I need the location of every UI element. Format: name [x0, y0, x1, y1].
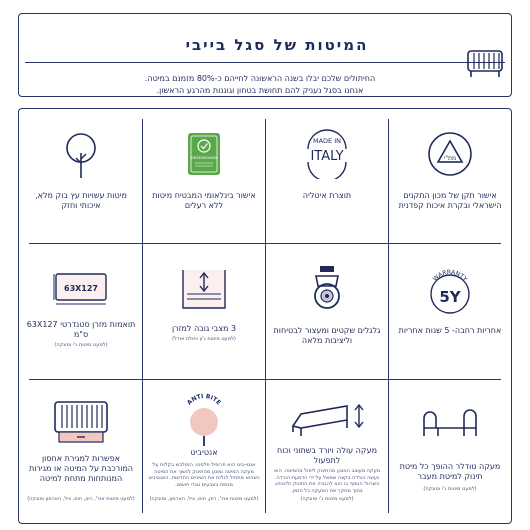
greenguard-icon [184, 131, 224, 177]
feature-storage [22, 380, 140, 522]
feature-label: גלגלים שקטים ומעצור לבטיחות וליציבות מלאה [273, 326, 381, 345]
mattress-size-icon [50, 268, 112, 310]
svg-text:GREENGUARD: GREENGUARD [191, 156, 217, 160]
toddler-bed-icon [418, 402, 482, 442]
feature-heights [145, 244, 263, 379]
grid-divider [388, 119, 389, 513]
crib-icon [465, 49, 505, 79]
svg-text:5Y: 5Y [439, 288, 461, 306]
feature-convertible [391, 380, 509, 522]
feature-note: (למעט מיטות אוד', רוזן, חוס, וויל, הארמון, ומונקה) [149, 496, 259, 502]
features-grid [18, 108, 512, 524]
feature-greenguard [145, 109, 263, 243]
anti-bite-icon [176, 390, 232, 450]
warranty-icon [422, 264, 478, 320]
israeli-standard-icon [425, 129, 475, 179]
feature-label: תוצרת איטליה [302, 191, 352, 200]
feature-label: אישור תקן של מכון התקנים הישראלי ובקרת איכות קפדנית [398, 191, 502, 210]
feature-warranty [391, 244, 509, 379]
svg-text:WARRANTY: WARRANTY [431, 268, 469, 283]
feature-note: (למעט מיטות ג'י ומונקה) [300, 496, 354, 502]
storage-drawer-icon [49, 398, 113, 446]
page-title: המיטות של סגל בייבי [185, 36, 369, 54]
feature-description: מעקה מעוצב המונע מהתינוק ליפול מהמיטה. הוא נעשה הורדה בקצה שמאל על ידי הדמעת הורדה. השרוול הנוסף בו הוא להגביה את התינוק ולהניחו, בתוך מחקר את המעקה כל הזמן. [273, 468, 381, 494]
side-rail-icon [287, 396, 367, 440]
feature-note: (למעט מיטות ג'י ומונקה) [423, 486, 477, 492]
feature-label: מעקה עולה ויורד בשתוני וכוח לתפעול [276, 446, 378, 465]
made-in-italy-icon [302, 129, 352, 179]
feature-solid-wood [22, 109, 140, 243]
grid-divider [265, 119, 266, 513]
feature-label: מעקה טודלר ההופך כל מיטת תינוק למיטת מעבר [399, 462, 501, 481]
feature-made-in-italy [268, 109, 386, 243]
feature-label: אחריות רחבה- 5 שנות אחריות [398, 326, 502, 335]
grid-divider [142, 119, 143, 513]
height-adjust-icon [179, 266, 229, 312]
header-description-line-1: החיתולים שלכם יבלו בשנה הראשונה לחייהם כ-80% מזמנם במיטה. [144, 74, 376, 83]
feature-label: אפשרות למגירת אחסון המורכבת על המיטה או מגירות המנותחות מתחת למיטה [28, 454, 134, 483]
feature-label: אנטיביט [190, 448, 218, 457]
feature-label: אישור בינלאומי המבטיח מיטות ללא רעלים [152, 191, 256, 210]
feature-israeli-standard [391, 109, 509, 243]
feature-wheels [268, 244, 386, 379]
feature-mattress [22, 244, 140, 379]
wheel-icon [302, 262, 352, 312]
svg-text:מת"י: מת"י [443, 155, 457, 162]
feature-label: 3 מצבי גובה למזרן [171, 324, 237, 333]
svg-text:ITALY: ITALY [310, 149, 344, 164]
svg-text:ANTI BITE: ANTI BITE [185, 392, 223, 407]
tree-icon [61, 131, 101, 181]
svg-text:MADE IN: MADE IN [312, 137, 342, 145]
feature-description: אנטי-ביט הוא פרופיל פלסטי, המולבש בקלות על מעקה המיטה ומונע מהתינוק לנשוך את המיטה כשהוא מתחיל לגלות את השיניים החדשות. האנטיביט מנופח בצבעים נוגדי חושים. [148, 462, 260, 488]
header-description-line-2: אנחנו בסגל נעניק להם תחושת בטחון וגוננות מהרגע הראשון. [156, 86, 364, 95]
svg-text:63X127: 63X127 [64, 284, 98, 293]
feature-note: (למעט מיטות ג'י ומונקה) [54, 342, 108, 348]
feature-note: (למעט מיטות אוד', רוזן, חוס, וויל, הארמון ומונקה) [27, 496, 135, 502]
feature-side-rail [268, 380, 386, 522]
header-box [18, 13, 512, 97]
feature-anti-bite [145, 380, 263, 522]
feature-label: מיטות עשויות עץ בוק מלא, איכותי וחזק [35, 191, 127, 210]
feature-label: תואמות מזרן סטנדרטי 63X127 ס"מ [26, 320, 136, 339]
feature-note: (למעט מיטות ג'ון וחולס אודל) [172, 336, 236, 342]
header-divider [25, 62, 505, 63]
